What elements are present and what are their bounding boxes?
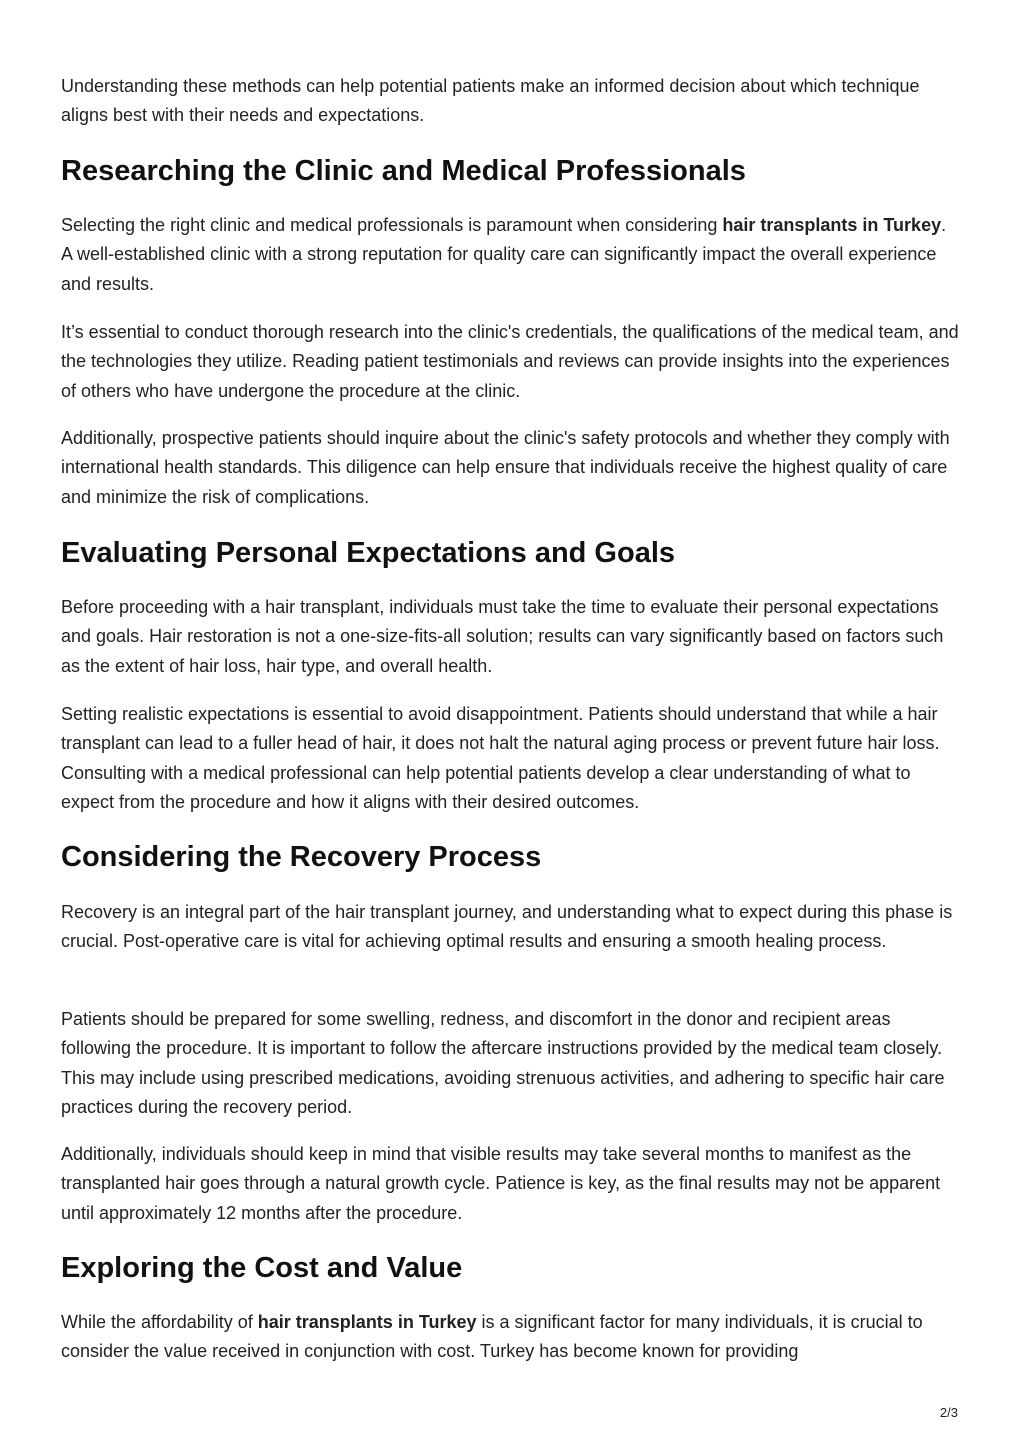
clinic-paragraph-3: Additionally, prospective patients should inquire about the clinic's safety protocols and whether they comply with international health standards. This diligence can help ensure that individuals receive the highest quality of care and minimize the risk of complications. [61,428,950,507]
clinic-paragraph-1-text-a: Selecting the right clinic and medical professionals is paramount when considering [61,215,723,235]
cost-paragraph-1-keyword: hair transplants in Turkey [257,1312,477,1332]
section-heading-clinic: Researching the Clinic and Medical Professionals [61,155,746,187]
clinic-paragraph-1 [61,211,961,299]
recovery-paragraph-1: Recovery is an integral part of the hair transplant journey, and understanding what to expect during this phase is crucial. Post-operative care is vital for achieving optimal results and ensuring a smooth healing process. [61,902,953,952]
section-heading-cost: Exploring the Cost and Value [61,1252,463,1284]
cost-paragraph-1 [61,1308,961,1367]
clinic-paragraph-2: It’s essential to conduct thorough research into the clinic's credentials, the qualifications of the medical team, and the technologies they utilize. Reading patient testimonials and reviews can provide insights into the experiences of others who have undergone the procedure at the clinic. [61,322,959,401]
cost-paragraph-1-text-a: While the affordability of [61,1312,258,1332]
expectations-paragraph-1: Before proceeding with a hair transplant, individuals must take the time to evaluate their personal expectations and goals. Hair restoration is not a one-size-fits-all solution; results can vary significantly based on factors such as the extent of hair loss, hair type, and overall health. [61,597,944,676]
recovery-paragraph-2: Patients should be prepared for some swelling, redness, and discomfort in the donor and recipient areas following the procedure. It is important to follow the aftercare instructions provided by the medical team closely. This may include using prescribed medications, avoiding strenuous activities, and adhering to specific hair care practices during the recovery period. [61,1009,945,1117]
page-number: 2/3 [939,1405,958,1420]
clinic-paragraph-1-text-b: . A well-established clinic with a strong reputation for quality care can significantly impact the overall experience and results. [61,215,947,294]
section-heading-recovery: Considering the Recovery Process [61,841,542,873]
intro-paragraph: Understanding these methods can help potential patients make an informed decision about which technique aligns best with their needs and expectations. [61,76,920,126]
expectations-paragraph-2: Setting realistic expectations is essential to avoid disappointment. Patients should understand that while a hair transplant can lead to a fuller head of hair, it does not halt the natural aging process or prevent future hair loss. Consulting with a medical professional can help potential patients develop a clear understanding of what to expect from the procedure and how it aligns with their desired outcomes. [61,704,940,812]
clinic-paragraph-1-keyword: hair transplants in Turkey [722,215,942,235]
section-heading-expectations: Evaluating Personal Expectations and Goals [61,537,676,569]
cost-paragraph-1-text-b: is a significant factor for many individuals, it is crucial to consider the value received in conjunction with cost. Turkey has become known for providing [61,1312,923,1362]
recovery-paragraph-3: Additionally, individuals should keep in mind that visible results may take several months to manifest as the transplanted hair goes through a natural growth cycle. Patience is key, as the final results may not be apparent until approximately 12 months after the procedure. [61,1144,941,1223]
